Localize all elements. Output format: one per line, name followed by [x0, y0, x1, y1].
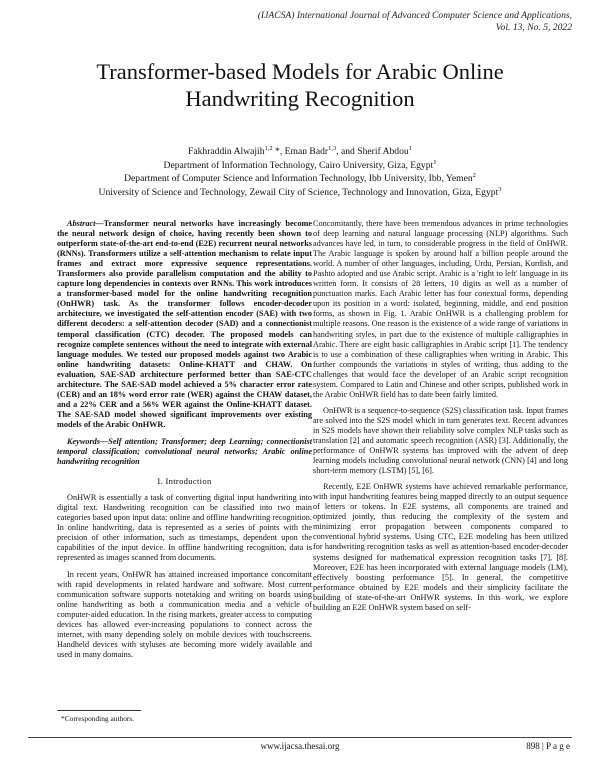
- paragraph: In recent years, OnHWR has attained increased importance concomitant with rapid developments in related hardware and software. Most current communication software supports notetaking and writing on boards using online handwriting as both a communication media and a vehicle of computer-aided education. In the rising markets, greater access to computing devices has allowed ever-increasing populations to connect across the internet, with many depending solely on mobile devices with touchscreens. Handheld devices with styluses are becoming more widely available and used in many domains.: [57, 569, 312, 659]
- left-column: [57, 219, 312, 660]
- author-list: Fakhraddin Alwajih$^{1,2}$ *, Eman Badr$^{1,3}$, and Sherif Abdou$^1$: [188, 144, 412, 157]
- author-1-affil: 1,2: [264, 144, 273, 152]
- paragraph: OnHWR is a sequence-to-sequence (S2S) classification task. Input frames are solved into the S2S model which in turn generates text. Recent advances in S2S models have shown their reliability solve complex NLP tasks such as translation [2] and automatic speech recognition (ASR) [3]. Additionally, the performance of OnHWR systems has improved with the advent of deep learning models including convolutional neural network (CNN) [4] and long short-term memory (LSTM) [5], [6].: [313, 405, 568, 476]
- keywords: [57, 437, 312, 467]
- title-line-2: Handwriting Recognition: [185, 86, 415, 111]
- page-number: 898 | P a g e: [526, 741, 570, 751]
- author-2: Eman Badr: [284, 146, 329, 157]
- affiliation-3-text: University of Science and Technology, Zewail City of Science, Technology and Innovation, Giza, Egypt: [98, 186, 499, 198]
- affiliation-1-text: Department of Information Technology, Cairo University, Giza, Egypt: [163, 159, 434, 171]
- author-2-affil: 1,3: [328, 144, 337, 152]
- paper-title: [40, 58, 560, 112]
- affiliation-3-sup: 3: [498, 185, 502, 193]
- paragraph: OnHWR is essentially a task of converting digital input handwriting into digital text. Handwriting recognition can be classified into two main categories based upon input data: online and offline handwriting recognition. In online handwriting, data is represented as a series of points with the precision of other information, such as timestamps, dependent upon the capabilities of the input device. In offline handwriting recognition, data is represented as images scanned from documents.: [57, 493, 312, 563]
- author-block: [40, 145, 560, 199]
- corresponding-mark: *: [272, 146, 280, 157]
- section-heading-introduction: I. Introduction: [157, 476, 212, 487]
- footer-divider: [28, 737, 572, 738]
- affiliation-1-sup: 1: [433, 158, 437, 166]
- affiliation-2-text: Department of Computer Science and Information Technology, Ibb University, Ibb, Yemen: [124, 173, 473, 185]
- journal-header: [152, 10, 572, 34]
- footnote-divider: [57, 710, 141, 711]
- title-line-1: Transformer-based Models for Arabic Online: [96, 59, 504, 84]
- journal-volume: Vol. 13, No. 5, 2022: [495, 22, 572, 33]
- author-3: Sherif Abdou: [357, 146, 409, 157]
- paragraph: Concomitantly, there have been tremendous advances in prime technologies of deep learning and natural language processing (NLP) algorithms. Such advances have led, in turn, to considerable progress in the field of OnHWR. The Arabic language is spoken by around half a billion people around the world. A number of other languages, including, Urdu, Persian, Kurdish, and Pashto adopted and use Arabic script. Arabic is a 'right to left' language in its written form. It consists of 28 letters, 10 digits as well as a number of punctuation marks. Each Arabic letter has four conextual forms, depending upon its position in a word: isolated, beginning, middle, and end position forms, as shown in Fig. 1. Arabic OnHWR is a challenging problem for multiple reasons. One reason is the existence of a wide range of variations in handwriting styles, in part due to the existence of multiple calligraphies in Arabic. There are eight basic calligraphies in Arabic script [1]. The tendency is to use a combination of these calligraphies when writing in Arabic. This further compounds the variations in styles of writing, thus adding to the challenges that would face the developer of an Arabic script recognition system. Compared to Latin and Chinese and other scripts, published work in the Arabic OnHWR field has to date been fairly limited.: [313, 219, 568, 399]
- abstract: [57, 219, 312, 430]
- affiliation-3: [40, 186, 560, 200]
- affiliation-1: [40, 159, 560, 173]
- author-3-affil: 1: [408, 144, 412, 152]
- affiliation-2: [40, 172, 560, 186]
- author-1: Fakhraddin Alwajih: [188, 146, 265, 157]
- keywords-body: —Self attention; Transformer; deep Learning; connectionist temporal classification; convolutional neural networks; Arabic online handwriting recognition: [57, 436, 312, 467]
- right-column: [313, 219, 568, 613]
- paragraph: Recently, E2E OnHWR systems have achieved remarkable performance, with input handwriting features being mapped directly to an output sequence of letters or tokens. In E2E systems, all components are trained and optimized jointly, thus reducing the complexity of the system and minimizing error propagation between components compared to conventional hybrid systems. Using CTC, E2E modeling has been utilized for handwriting recognition tasks as well as attention-based encoder-decoder systems designed for mathematical expression recognition tasks [7], [8]. Moreover, E2E has been incorporated with external language models (LM), effectively boosting performance [5]. In general, the competitive performance obtained by E2E models and their simplicity facilitate the building of state-of-the-art OnHWR systems. In this work, we explore building an E2E OnHWR system based on self-: [313, 482, 568, 612]
- journal-name: (IJACSA) International Journal of Advanced Computer Science and Applications,: [257, 10, 572, 21]
- abstract-label: Abstract: [67, 219, 96, 228]
- abstract-body: —Transformer neural networks have increasingly become the neural network design of choice, having recently been shown to outperform state-of-the-art end-to-end (E2E) recurrent neural networks (RNNs). Transformers utilize a self-attention mechanism to relate input frames and extract more expressive sequence representations. Transformers also provide parallelism computation and the ability to capture long dependencies in contexts over RNNs. This work introduces a transformer-based model for the online handwriting recognition (OnHWR) task. As the transformer follows encoder-decoder architecture, we investigated the self-attention encoder (SAE) with two different decoders: a self-attention decoder (SAD) and a connectionist temporal classification (CTC) decoder. The proposed models can recognize complete sentences without the need to integrate with external language modules. We tested our proposed models against two Arabic online handwriting datasets: Online-KHATT and CHAW. On evaluation, SAE-SAD architecture performed better than SAE-CTC architecture. The SAE-SAD model achieved a 5% character error rate (CER) and an 18% word error rate (WER) against the CHAW dataset, and a 22% CER and a 56% WER against the Online-KHATT dataset. The SAE-SAD model showed significant improvements over existing models of the Arabic OnHWR.: [57, 219, 312, 429]
- footnote: *Corresponding authors.: [61, 714, 135, 723]
- footer-url: www.ijacsa.thesai.org: [260, 741, 340, 751]
- keywords-label: Keywords: [67, 436, 100, 446]
- affiliation-2-sup: 2: [472, 172, 476, 179]
